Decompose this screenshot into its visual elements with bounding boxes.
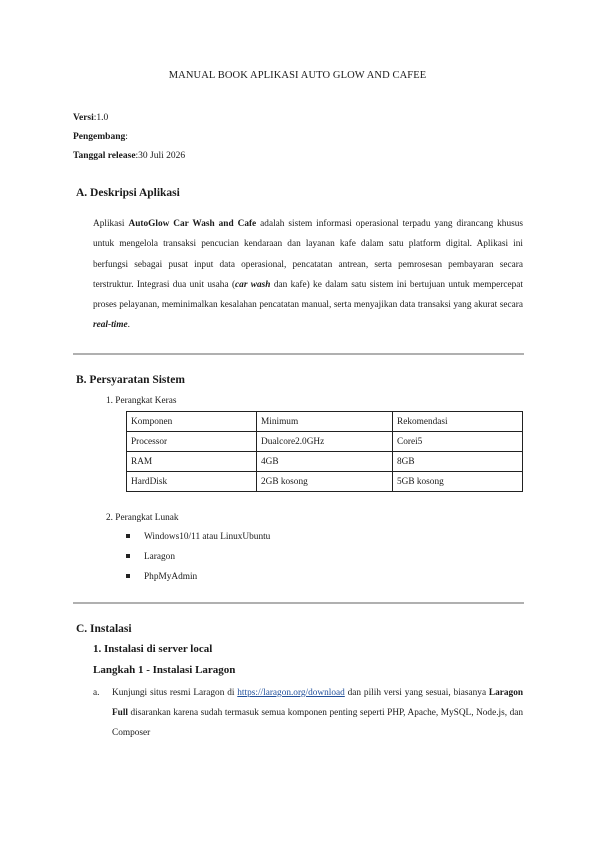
p1-end: . (127, 320, 130, 331)
table-cell: 8GB (393, 452, 523, 472)
table-header-cell: Minimum (257, 412, 393, 432)
app-name: AutoGlow Car Wash and Cafe (128, 219, 257, 229)
meta-versi (73, 113, 108, 123)
table-row (127, 472, 523, 492)
section-a-paragraph (93, 214, 523, 336)
table-cell: 2GB kosong (257, 472, 393, 492)
table-cell: 4GB (257, 452, 393, 472)
list-item-label: Windows10/11 atau LinuxUbuntu (144, 532, 271, 542)
document-title: MANUAL BOOK APLIKASI AUTO GLOW AND CAFEE (168, 70, 427, 81)
step-a-text: disarankan karena sudah termasuk semua komponen penting seperti PHP, Apache, MySQL, Node.js, dan Composer (112, 708, 523, 738)
table-cell: RAM (127, 452, 257, 472)
meta-pengembang (73, 132, 128, 142)
p1-rest: adalah sistem informasi operasional terpadu yang dirancang khusus untuk mengelola transaksi pencucian kendaraan dan layanan kafe dalam satu platform digital. Aplikasi ini berfungsi sebagai pusat input data operasional, pencatatan antrean, serta pemrosesan pembayaran secara terstruktur. Integrasi dua unit usaha ( (93, 219, 523, 290)
table-cell: 5GB kosong (393, 472, 523, 492)
section-divider (73, 353, 524, 355)
table-header-row (127, 412, 523, 432)
carwash-term: car wash (235, 279, 271, 290)
laragon-download-link[interactable]: https://laragon.org/download (237, 688, 345, 698)
bullet-icon (126, 574, 130, 578)
list-item (126, 572, 197, 582)
p1-mid: dan kafe) ke dalam satu sistem ini bertujuan untuk mempercepat proses pelayanan, meminimalkan kesalahan pencatatan manual, serta menyajikan data transaksi yang akurat secara (93, 279, 524, 311)
bullet-icon (126, 534, 130, 538)
list-item-label: PhpMyAdmin (144, 572, 198, 582)
table-header-cell: Rekomendasi (393, 412, 523, 432)
laragon-full-term: Laragon Full (112, 688, 524, 718)
tanggal-value: :30 Juli 2026 (135, 151, 186, 161)
table-cell: Processor (127, 432, 257, 452)
table-row (127, 452, 523, 472)
section-a-heading: A. Deskripsi Aplikasi (76, 187, 180, 199)
meta-tanggal (73, 151, 185, 161)
hardware-label: 1. Perangkat Keras (106, 396, 177, 406)
table-cell: Dualcore2.0GHz (257, 432, 393, 452)
section-divider (73, 602, 524, 604)
step-a-text: dan pilih versi yang sesuai, biasanya (344, 688, 489, 698)
step-marker: a. (93, 688, 100, 698)
bullet-icon (126, 554, 130, 558)
subsection-heading: 1. Instalasi di server local (93, 643, 213, 655)
hardware-table (126, 411, 523, 492)
tanggal-label: Tanggal release (73, 151, 136, 161)
step-a-paragraph (112, 683, 523, 743)
step-a-text: Kunjungi situs resmi Laragon di (112, 688, 238, 698)
list-item (126, 532, 270, 542)
step-heading: Langkah 1 - Instalasi Laragon (93, 664, 236, 676)
section-c-heading: C. Instalasi (76, 623, 132, 635)
list-item-label: Laragon (144, 552, 175, 562)
versi-label: Versi (73, 113, 94, 123)
table-cell: HardDisk (127, 472, 257, 492)
section-b-heading: B. Persyaratan Sistem (76, 374, 185, 386)
realtime-term: real-time (93, 320, 128, 331)
pengembang-label: Pengembang (73, 132, 126, 142)
pengembang-value: : (125, 132, 128, 142)
list-item (126, 552, 175, 562)
table-header-cell: Komponen (127, 412, 257, 432)
versi-value: :1.0 (93, 113, 109, 123)
p1-start: Aplikasi (93, 219, 129, 229)
table-row (127, 432, 523, 452)
software-label: 2. Perangkat Lunak (106, 513, 179, 523)
table-cell: Corei5 (393, 432, 523, 452)
